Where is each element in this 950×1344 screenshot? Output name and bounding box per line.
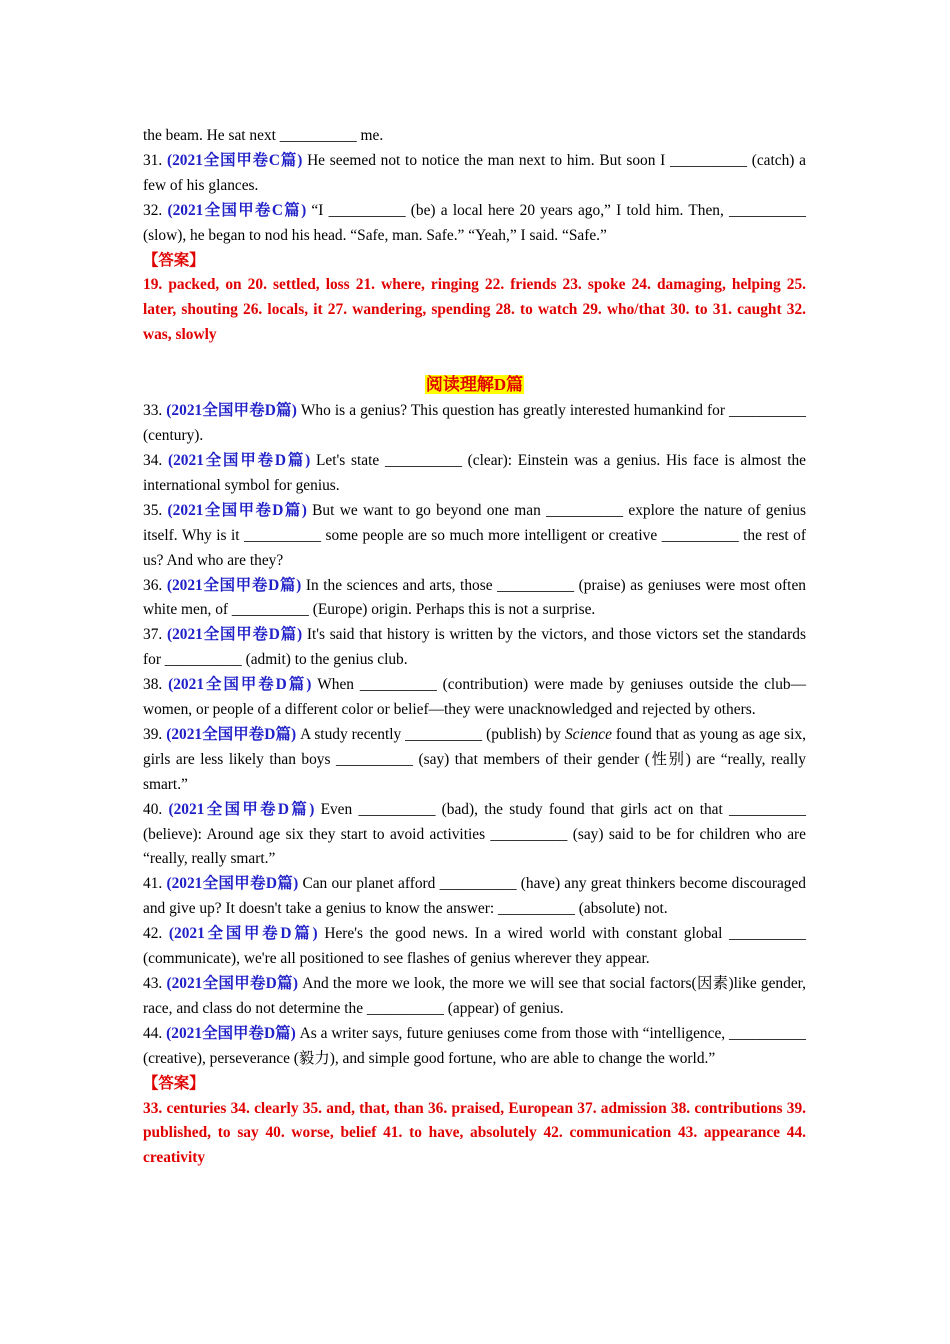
- question-number: 32.: [143, 201, 168, 219]
- question-35: [143, 499, 806, 574]
- question-source: (2021全国甲卷D篇): [166, 975, 299, 992]
- question-text: When __________ (contribution) were made by geniuses outside the club—women, or people of a different color or belief—they were unacknowledged and rejected by others.: [143, 676, 806, 719]
- document-page: [143, 124, 806, 1171]
- question-source: (2021全国甲卷C篇): [167, 201, 307, 219]
- question-40: [143, 798, 806, 873]
- question-text: Who is a genius? This question has greatly interested humankind for __________ (century).: [143, 402, 806, 445]
- question-source: (2021全国甲卷D篇): [168, 925, 318, 943]
- question-source: (2021全国甲卷D篇): [166, 875, 299, 893]
- question-text: A study recently __________ (publish) by: [296, 725, 565, 743]
- question-text: But we want to go beyond one man __________ explore the nature of genius itself. Why is it __________ some people are so much more intelligent or creative __________ the rest of us? And who are they?: [143, 501, 806, 569]
- question-text: It's said that history is written by the victors, and those victors set the standards for __________ (admit) to the genius club.: [143, 626, 806, 669]
- section-title-text: 阅读理解D篇: [425, 375, 524, 395]
- section-title-d: [143, 372, 806, 399]
- question-number: 31.: [143, 151, 167, 169]
- question-source: (2021全国甲卷C篇): [166, 151, 303, 169]
- question-text: He seemed not to notice the man next to him. But soon I __________ (catch) a few of his glances.: [143, 151, 806, 194]
- question-source: (2021全国甲卷D篇): [166, 402, 297, 420]
- question-42: [143, 922, 806, 972]
- question-source: (2021全国甲卷D篇): [166, 725, 297, 743]
- question-number: 44.: [143, 1024, 167, 1042]
- question-number: 35.: [143, 501, 168, 519]
- answer-text-d: 33. centuries 34. clearly 35. and, that, than 36. praised, European 37. admission 38. contributions 39. published, to say 40. worse, belief 41. to have, absolutely 42. communication 43. appearance 44. creativity: [143, 1099, 806, 1167]
- question-43: [143, 972, 806, 1022]
- question-text: In the sciences and arts, those __________ (praise) as geniuses were most often white men, of __________ (Europe) origin. Perhaps this is not a surprise.: [143, 576, 806, 619]
- question-source: (2021全国甲卷D篇): [166, 626, 303, 644]
- question-number: 41.: [143, 875, 167, 893]
- question-source: (2021全国甲卷D篇): [166, 1024, 296, 1042]
- question-text: Here's the good news. In a wired world with constant global __________ (communicate), we're all positioned to see flashes of genius wherever they appear.: [143, 925, 806, 968]
- question-text: Even __________ (bad), the study found that girls act on that __________ (believe): Around age six they start to avoid activities __________ (say) said to be for children who are “really, really smart.”: [143, 800, 806, 868]
- question-number: 43.: [143, 975, 167, 992]
- question-number: 37.: [143, 626, 167, 644]
- question-44: [143, 1022, 806, 1072]
- question-number: 42.: [143, 925, 169, 943]
- question-source: (2021全国甲卷D篇): [167, 451, 311, 469]
- question-32: [143, 199, 806, 249]
- question-number: 38.: [143, 676, 169, 694]
- answer-label-d: 【答案】: [143, 1074, 205, 1092]
- question-number: 33.: [143, 402, 167, 420]
- question-37: [143, 623, 806, 673]
- answer-label-c: 【答案】: [143, 251, 205, 269]
- question-source: (2021全国甲卷D篇): [166, 576, 302, 594]
- question-31: [143, 149, 806, 199]
- answer-text-c: 19. packed, on 20. settled, loss 21. where, ringing 22. friends 23. spoke 24. damaging, helping 25. later, shouting 26. locals, it 27. wandering, spending 28. to watch 29. who/that 30. to 31. caught 32. was, slowly: [143, 276, 806, 344]
- question-36: [143, 574, 806, 624]
- question-text: Let's state __________ (clear): Einstein was a genius. His face is almost the international symbol for genius.: [143, 451, 806, 494]
- question-text: As a writer says, future geniuses come from those with “intelligence, __________ (creative), perseverance (毅力), and simple good fortune, who are able to change the world.”: [143, 1024, 806, 1067]
- question-number: 34.: [143, 451, 168, 469]
- question-34: [143, 449, 806, 499]
- question-source: (2021全国甲卷D篇): [168, 676, 312, 694]
- question-text: found that as young as age six, girls are less likely than boys __________ (say) that members of their gender (性别) are “really, really smart.”: [143, 725, 806, 793]
- question-30-tail: the beam. He sat next __________ me.: [143, 127, 384, 144]
- question-38: [143, 673, 806, 723]
- question-number: 36.: [143, 576, 167, 594]
- question-39: [143, 723, 806, 798]
- journal-name: Science: [564, 725, 612, 743]
- question-text: And the more we look, the more we will see that social factors(因素)like gender, race, and class do not determine the __________ (appear) of genius.: [143, 975, 807, 1017]
- question-number: 40.: [143, 800, 169, 818]
- question-source: (2021全国甲卷D篇): [168, 800, 315, 818]
- question-text: Can our planet afford __________ (have) any great thinkers become discouraged and give up? It doesn't take a genius to know the answer: __________ (absolute) not.: [143, 875, 806, 918]
- question-text: “I __________ (be) a local here 20 years ago,” I told him. Then, __________ (slow), he began to nod his head. “Safe, man. Safe.” “Yeah,” I said. “Safe.”: [143, 201, 806, 244]
- question-source: (2021全国甲卷D篇): [167, 501, 307, 519]
- question-33: [143, 399, 806, 449]
- question-number: 39.: [143, 725, 167, 743]
- question-41: [143, 872, 806, 922]
